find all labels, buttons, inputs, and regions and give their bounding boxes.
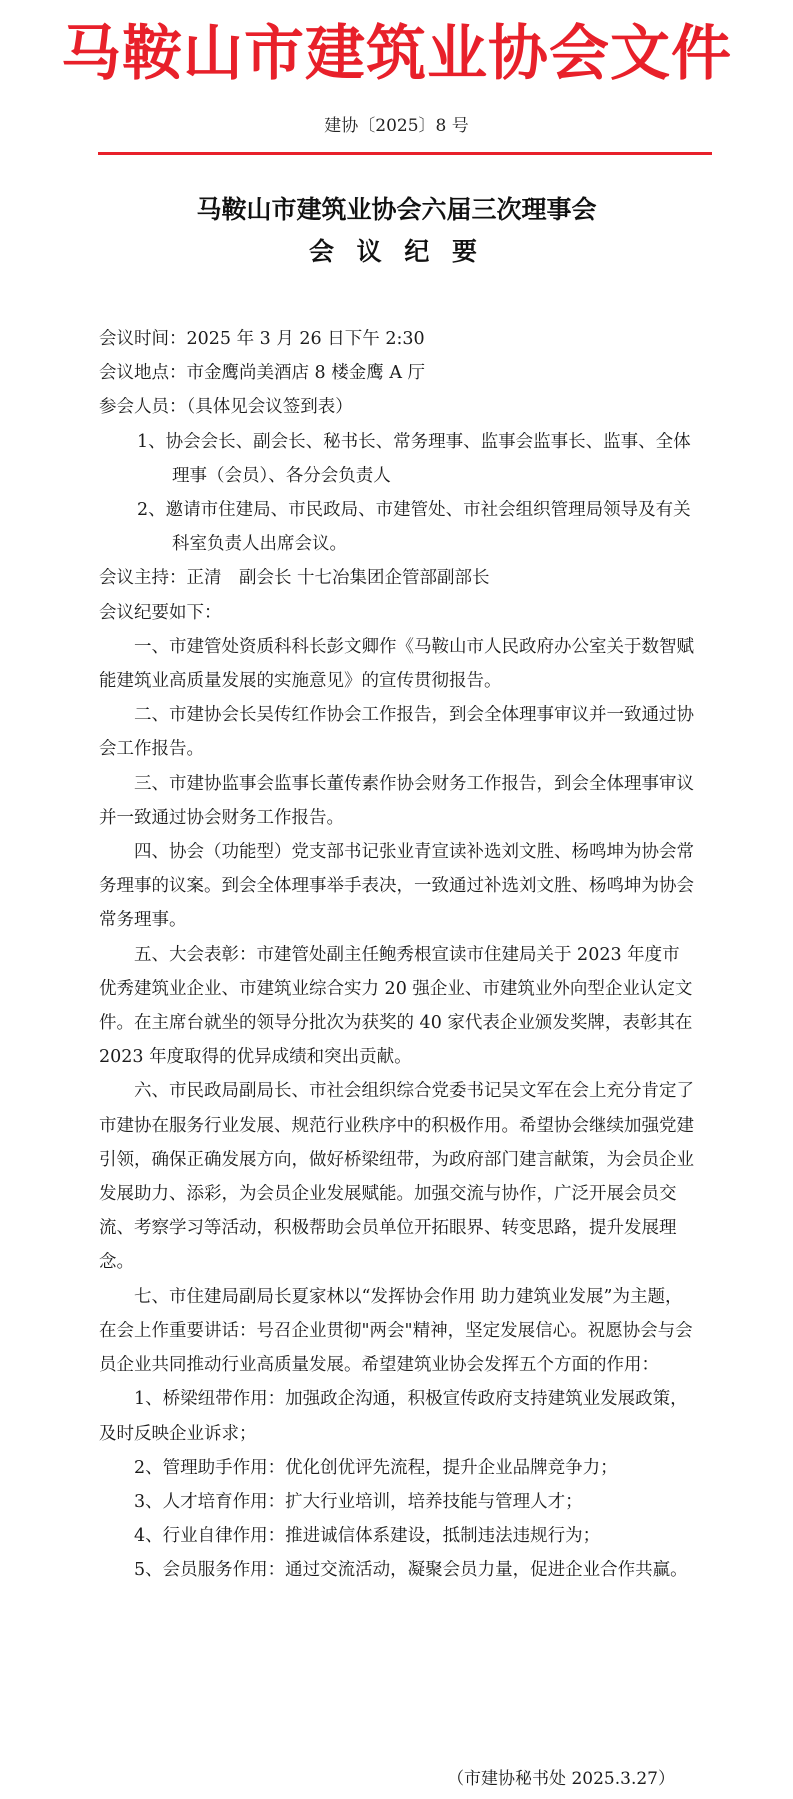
meeting-host: 会议主持：正清 副会长 十七冶集团企管部副部长 <box>99 568 490 589</box>
document-signature: （市建协秘书处 2025.3.27） <box>447 1769 675 1789</box>
document-number: 建协〔2025〕8 号 <box>324 116 469 136</box>
meeting-attendees: 参会人员：（具体见会议签到表） <box>99 397 353 418</box>
meeting-place: 会议地点：市金鹰尚美酒店 8 楼金鹰 A 厅 <box>99 363 426 384</box>
minutes-item: 七、市住建局副局长夏家林以“发挥协会作用 助力建筑业发展”为主题，在会上作重要讲话：号召企业贯彻"两会"精神，坚定发展信心。祝愿协会与会员企业共同推动行业高质量发展。希望建筑业协会发挥五个方面的作用： <box>99 1286 693 1376</box>
role-item: 2、管理助手作用：优化创优评先流程，提升企业品牌竞争力； <box>134 1457 618 1478</box>
role-item: 1、桥梁纽带作用：加强政企沟通，积极宣传政府支持建筑业发展政策，及时反映企业诉求； <box>99 1389 688 1444</box>
minutes-intro: 会议纪要如下： <box>99 602 222 623</box>
attendee-item: 1、协会会长、副会长、秘书长、常务理事、监事会监事长、监事、全体理事（会员）、各分会负责人 <box>137 431 691 486</box>
role-item: 5、会员服务作用：通过交流活动，凝聚会员力量，促进企业合作共赢。 <box>134 1560 688 1581</box>
minutes-item: 五、大会表彰：市建管处副主任鲍秀根宣读市住建局关于 2023 年度市优秀建筑业企业、市建筑业综合实力 20 强企业、市建筑业外向型企业认定文件。在主席台就坐的领导分批次为获奖的 40 家代表企业颁发奖牌，表彰其在 2023 年度取得的优异成绩和突出贡献。 <box>99 944 693 1068</box>
minutes-item: 三、市建协监事会监事长董传素作协会财务工作报告，到会全体理事审议并一致通过协会财务工作报告。 <box>99 773 694 828</box>
role-item: 4、行业自律作用：推进诚信体系建设，抵制违法违规行为； <box>134 1526 601 1547</box>
document-body <box>99 322 697 1588</box>
role-item: 3、人才培育作用：扩大行业培训，培养技能与管理人才； <box>134 1491 583 1512</box>
minutes-item: 六、市民政局副局长、市社会组织综合党委书记吴文军在会上充分肯定了市建协在服务行业发展、规范行业秩序中的积极作用。希望协会继续加强党建引领，确保正确发展方向，做好桥梁纽带，为政府部门建言献策，为会员企业发展助力、添彩，为会员企业发展赋能。加强交流与协作，广泛开展会员交流、考察学习等活动，积极帮助会员单位开拓眼界、转变思路，提升发展理念。 <box>99 1081 694 1273</box>
meeting-time: 会议时间：2025 年 3 月 26 日下午 2:30 <box>99 329 425 349</box>
document-title: 马鞍山市建筑业协会六届三次理事会 <box>196 195 597 224</box>
minutes-item: 一、市建管处资质科科长彭文卿作《马鞍山市人民政府办公室关于数智赋能建筑业高质量发展的实施意见》的宣传贯彻报告。 <box>99 636 694 692</box>
red-divider-line <box>98 152 712 155</box>
minutes-item: 二、市建协会长吴传红作协会工作报告，到会全体理事审议并一致通过协会工作报告。 <box>99 705 694 760</box>
document-subtitle: 会 议 纪 要 <box>308 237 485 266</box>
document-masthead: 马鞍山市建筑业协会文件 <box>61 19 732 89</box>
minutes-item: 四、协会（功能型）党支部书记张业青宣读补选刘文胜、杨鸣坤为协会常务理事的议案。到会全体理事举手表决，一致通过补选刘文胜、杨鸣坤为协会常务理事。 <box>99 842 694 931</box>
attendee-item: 2、邀请市住建局、市民政局、市建管处、市社会组织管理局领导及有关科室负责人出席会议。 <box>137 500 691 555</box>
